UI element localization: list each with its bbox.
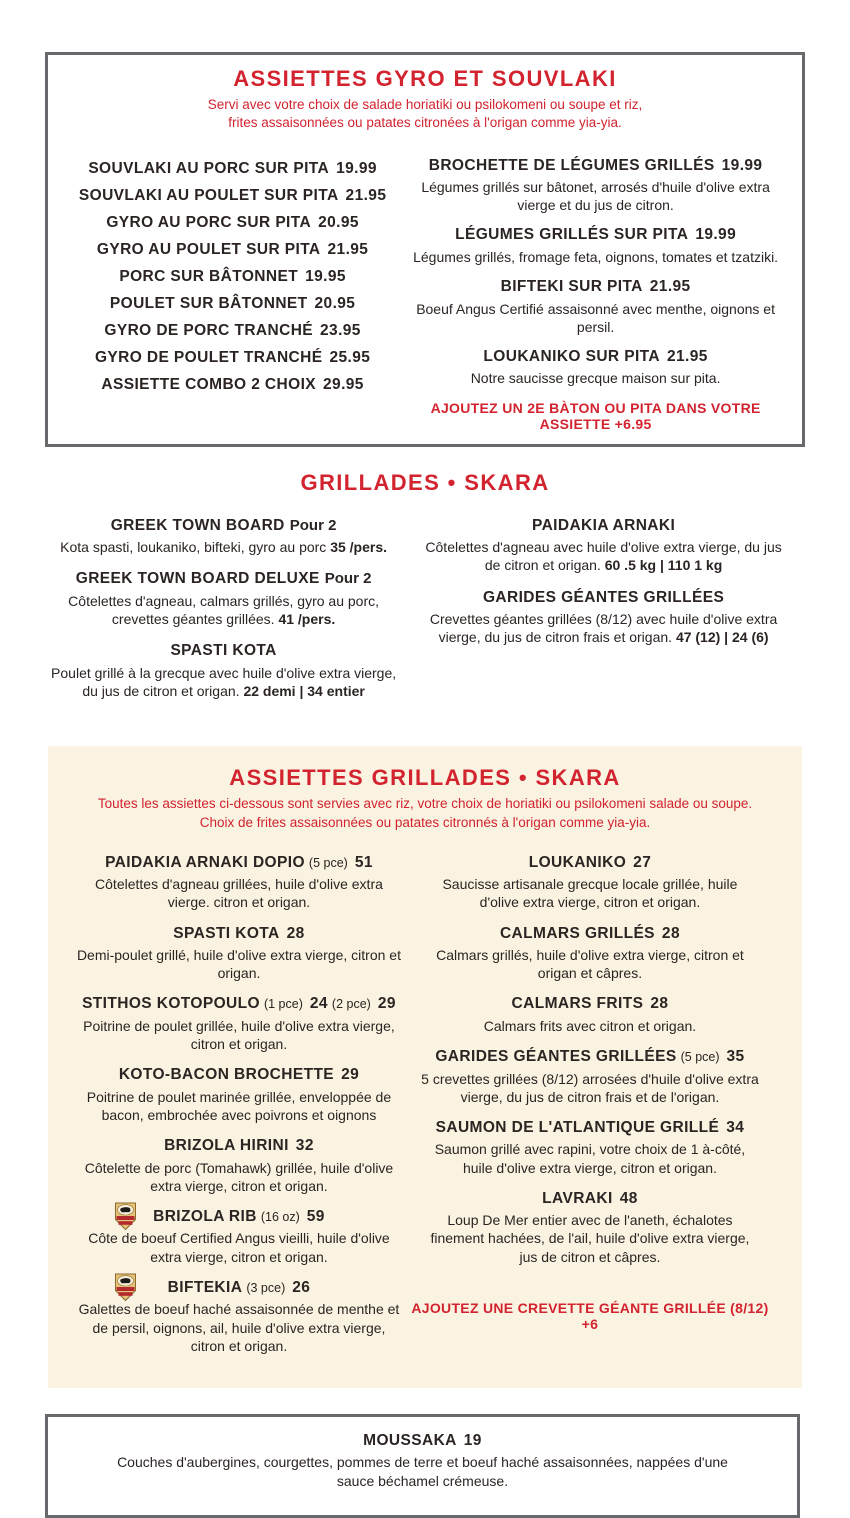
menu-item-price: 29: [377, 995, 396, 1013]
menu-item-tag: (3 pce): [246, 1280, 286, 1295]
menu-item-name: LÉGUMES GRILLÉS SUR PITA: [455, 226, 689, 244]
menu-item-price: 24: [309, 995, 328, 1013]
add-on-note: AJOUTEZ UNE CREVETTE GÉANTE GRILLÉE (8/12) +6: [411, 1299, 769, 1332]
section-subtitle: [74, 795, 776, 831]
column-right: [403, 155, 788, 432]
menu-item-name: STITHOS KOTOPOULO: [82, 995, 260, 1013]
section-title: ASSIETTES GRILLADES • SKARA: [229, 765, 621, 791]
menu-item: [74, 1135, 404, 1195]
menu-item-name: BRIZOLA HIRINI: [164, 1137, 289, 1155]
menu-item-price: 28: [661, 924, 680, 942]
menu-item-desc: Calmars frits avec citron et origan.: [483, 1017, 697, 1034]
menu-item: [45, 640, 402, 700]
section-grillades: [45, 515, 805, 712]
menu-item-tag: (2 pce): [331, 997, 371, 1012]
menu-item-price: 47 (12) | 24 (6): [675, 629, 769, 646]
certified-angus-beef-badge-icon: [112, 1273, 139, 1302]
menu-item: [74, 1206, 404, 1266]
menu-item-price: 23.95: [320, 321, 361, 339]
menu-item: [62, 209, 403, 236]
menu-item-name: GYRO AU PORC SUR PITA: [106, 213, 312, 231]
menu-item-name: POULET SUR BÂTONNET: [109, 294, 308, 312]
menu-item: [62, 236, 403, 263]
section-subtitle: [62, 96, 788, 132]
menu-item: [403, 224, 788, 266]
menu-item: [62, 344, 403, 371]
menu-item: [402, 587, 805, 647]
column-left: [74, 852, 404, 1366]
menu-item: [74, 1277, 404, 1355]
menu-item-desc: Demi-poulet grillé, huile d'olive extra vierge, citron et origan.: [76, 947, 401, 982]
menu-item-desc: Notre saucisse grecque maison sur pita.: [470, 370, 721, 387]
menu-item-desc: Calmars grillés, huile d'olive extra vierge, citron et origan et câpres.: [436, 947, 744, 982]
menu-item-name: CALMARS FRITS: [511, 995, 644, 1013]
menu-item-price: 21.95: [649, 278, 691, 296]
menu-item: [74, 923, 404, 983]
menu-item-price: 29.95: [323, 375, 364, 393]
menu-item-desc: Légumes grillés sur bâtonet, arrosés d'huile d'olive extra vierge et du jus de citron.: [421, 179, 770, 214]
menu-item-name: KOTO-BACON BROCHETTE: [118, 1066, 335, 1084]
menu-item-desc: Côtelettes d'agneau avec huile d'olive extra vierge, du jus de citron et origan.: [425, 539, 782, 574]
menu-item-desc: Couches d'aubergines, courgettes, pommes de terre et boeuf haché assaisonnées, nappées d'une sauce béchamel crémeuse.: [117, 1454, 728, 1489]
menu-item-price: 21.95: [327, 240, 369, 258]
menu-item-price: 22 demi | 34 entier: [243, 682, 365, 699]
menu-item: [404, 1117, 776, 1177]
menu-item-name: CALMARS GRILLÉS: [499, 924, 655, 942]
column-right: [404, 852, 776, 1332]
menu-item: [62, 317, 403, 344]
menu-item-tag: Pour 2: [289, 516, 337, 534]
menu-item-price: 29: [341, 1066, 360, 1084]
menu-item-price: 35: [726, 1048, 745, 1066]
menu-item-price: 19.99: [336, 159, 377, 177]
menu-item-desc: Crevettes géantes grillées (8/12) avec huile d'olive extra vierge, du jus de citron frais et origan.: [429, 611, 778, 646]
menu-item-name: SAUMON DE L'ATLANTIQUE GRILLÉ: [435, 1118, 720, 1136]
menu-item-name: BRIZOLA RIB: [153, 1208, 257, 1225]
menu-item: [404, 852, 776, 912]
menu-item-name: SPASTI KOTA: [173, 924, 280, 942]
menu-item: [62, 263, 403, 290]
menu-item-desc: Poitrine de poulet marinée grillée, enveloppée de bacon, embrochée avec poivrons et oignons: [86, 1088, 392, 1123]
subtitle-line: Toutes les assiettes ci-dessous sont servies avec riz, votre choix de horiatiki ou psilokomeni salade ou soupe.: [97, 796, 753, 812]
menu-item-price: 26: [292, 1278, 311, 1296]
menu-item: [402, 515, 805, 575]
menu-item: [45, 515, 402, 557]
section-moussaka: [45, 1414, 800, 1518]
menu-item-name: GARIDES GÉANTES GRILLÉES: [482, 588, 725, 606]
menu-item: [404, 1046, 776, 1106]
menu-item: [403, 276, 788, 336]
menu-item-price: 28: [286, 924, 305, 942]
menu-item-price: 20.95: [314, 294, 356, 312]
menu-item-name: LOUKANIKO SUR PITA: [483, 347, 660, 365]
menu-item: [74, 993, 404, 1053]
menu-item: [60, 1430, 785, 1490]
menu-item-price: 51: [354, 853, 373, 871]
menu-item-desc: Côtelettes d'agneau grillées, huile d'olive extra vierge. citron et origan.: [95, 876, 383, 911]
menu-item: [62, 290, 403, 317]
menu-item-name: ASSIETTE COMBO 2 CHOIX: [101, 375, 317, 393]
menu-item-name: GREEK TOWN BOARD: [110, 516, 285, 534]
menu-item-price: 27: [633, 853, 652, 871]
menu-item-price: 28: [650, 995, 669, 1013]
menu-item-name: MOUSSAKA: [363, 1431, 457, 1449]
menu-item-name: PAIDAKIA ARNAKI DOPIO: [105, 853, 305, 871]
section-assiettes-grillades: [48, 746, 802, 1388]
menu-item: [62, 155, 403, 182]
menu-item-desc: Boeuf Angus Certifié assaisonné avec menthe, oignons et persil.: [416, 300, 775, 335]
menu-page: [0, 52, 850, 1489]
column-left: [62, 155, 403, 398]
menu-item-name: BROCHETTE DE LÉGUMES GRILLÉS: [428, 156, 715, 174]
menu-item-name: SOUVLAKI AU PORC SUR PITA: [88, 159, 330, 177]
menu-item-price: 19.99: [695, 226, 737, 244]
menu-item-name: GYRO AU POULET SUR PITA: [96, 240, 321, 258]
menu-item-desc: Légumes grillés, fromage feta, oignons, tomates et tzatziki.: [413, 248, 779, 265]
menu-item-desc: Kota spasti, loukaniko, bifteki, gyro au porc: [60, 539, 327, 556]
menu-item: [74, 852, 404, 912]
menu-item-price: 41 /pers.: [278, 611, 336, 628]
certified-angus-beef-badge-icon: [112, 1202, 139, 1231]
add-on-note: AJOUTEZ UN 2E BÀTON OU PITA DANS VOTRE ASSIETTE +6.95: [430, 399, 761, 432]
menu-item-price: 25.95: [329, 348, 371, 366]
menu-item-tag: (1 pce): [263, 997, 303, 1012]
menu-item: [404, 923, 776, 983]
menu-item: [404, 1188, 776, 1266]
menu-item-price: 34: [726, 1118, 745, 1136]
menu-item-desc: Loup De Mer entier avec de l'aneth, échalotes finement hachées, de l'ail, huile d'olive extra vierge, jus de citron et câpres.: [430, 1212, 750, 1265]
menu-item-price: 35 /pers.: [330, 539, 388, 556]
menu-item: [403, 155, 788, 215]
subtitle-line: Choix de frites assaisonnées ou patates citronnés à l'origan comme yia-yia.: [199, 814, 651, 830]
menu-item: [62, 371, 403, 398]
menu-item-price: 21.95: [666, 347, 708, 365]
menu-item-price: 20.95: [318, 213, 359, 231]
menu-item-name: SOUVLAKI AU POULET SUR PITA: [78, 186, 339, 204]
menu-item-price: 60 .5 kg | 110 1 kg: [604, 557, 723, 574]
menu-item: [62, 182, 403, 209]
menu-item-name: GYRO DE PORC TRANCHÉ: [104, 321, 314, 339]
menu-item-tag: (5 pce): [680, 1050, 720, 1065]
menu-item-name: GREEK TOWN BOARD DELUXE: [75, 570, 320, 588]
menu-item-desc: Côtelette de porc (Tomahawk) grillée, huile d'olive extra vierge, citron et origan.: [84, 1159, 394, 1194]
menu-item-tag: (5 pce): [308, 855, 348, 870]
menu-item: [45, 568, 402, 628]
menu-item: [403, 346, 788, 388]
menu-item-price: 21.95: [345, 186, 387, 204]
menu-item-name: GYRO DE POULET TRANCHÉ: [94, 348, 323, 366]
column-left: [45, 515, 402, 712]
section-title: GRILLADES • SKARA: [300, 469, 550, 495]
menu-item-name: GARIDES GÉANTES GRILLÉES: [435, 1048, 677, 1066]
menu-item-name: BIFTEKI SUR PITA: [500, 278, 643, 296]
menu-item-price: 19.99: [721, 156, 763, 174]
menu-item-desc: 5 crevettes grillées (8/12) arrosées d'huile d'olive extra vierge, du jus de citron frais et de l'origan.: [421, 1070, 759, 1105]
menu-item-tag: Pour 2: [324, 570, 372, 588]
menu-item-desc: Côtelettes d'agneau, calmars grillés, gyro au porc, crevettes géantes grillées.: [68, 592, 380, 628]
menu-item-price: 59: [306, 1208, 325, 1225]
menu-item-name: BIFTEKIA: [167, 1278, 243, 1296]
column-right: [402, 515, 805, 659]
menu-item-price: 48: [619, 1189, 638, 1207]
menu-item-tag: (16 oz): [260, 1210, 300, 1224]
menu-item-price: 32: [295, 1137, 314, 1155]
subtitle-line: Servi avec votre choix de salade horiatiki ou psilokomeni ou soupe et riz,: [207, 97, 643, 113]
menu-item-desc: Côte de boeuf Certified Angus vieilli, huile d'olive extra vierge, citron et origan.: [88, 1230, 390, 1265]
section-gyro-souvlaki: [45, 52, 805, 447]
menu-item-desc: Saucisse artisanale grecque locale grillée, huile d'olive extra vierge, citron et origan.: [442, 876, 738, 911]
menu-item-desc: Poulet grillé à la grecque avec huile d'olive extra vierge, du jus de citron et origan.: [51, 664, 397, 699]
menu-item: [74, 1064, 404, 1124]
menu-item-name: SPASTI KOTA: [170, 642, 277, 660]
menu-item: [404, 993, 776, 1035]
section-title: ASSIETTES GYRO ET SOUVLAKI: [233, 66, 617, 91]
menu-item-name: PORC SUR BÂTONNET: [119, 267, 299, 285]
menu-item-name: LOUKANIKO: [528, 853, 627, 871]
menu-item-name: PAIDAKIA ARNAKI: [531, 516, 676, 534]
menu-item-desc: Saumon grillé avec rapini, votre choix de 1 à-côté, huile d'olive extra vierge, citron et origan.: [434, 1141, 746, 1176]
menu-item-name: LAVRAKI: [542, 1189, 613, 1207]
menu-item-desc: Poitrine de poulet grillée, huile d'olive extra vierge, citron et origan.: [83, 1017, 395, 1053]
menu-item-price: 19.95: [305, 267, 346, 285]
menu-item-price: 19: [463, 1431, 482, 1449]
subtitle-line: frites assaisonnées ou patates citronées à l'origan comme yia-yia.: [228, 115, 622, 131]
menu-item-desc: Galettes de boeuf haché assaisonnée de menthe et de persil, oignons, ail, huile d'olive extra vierge, citron et origan.: [78, 1301, 400, 1354]
